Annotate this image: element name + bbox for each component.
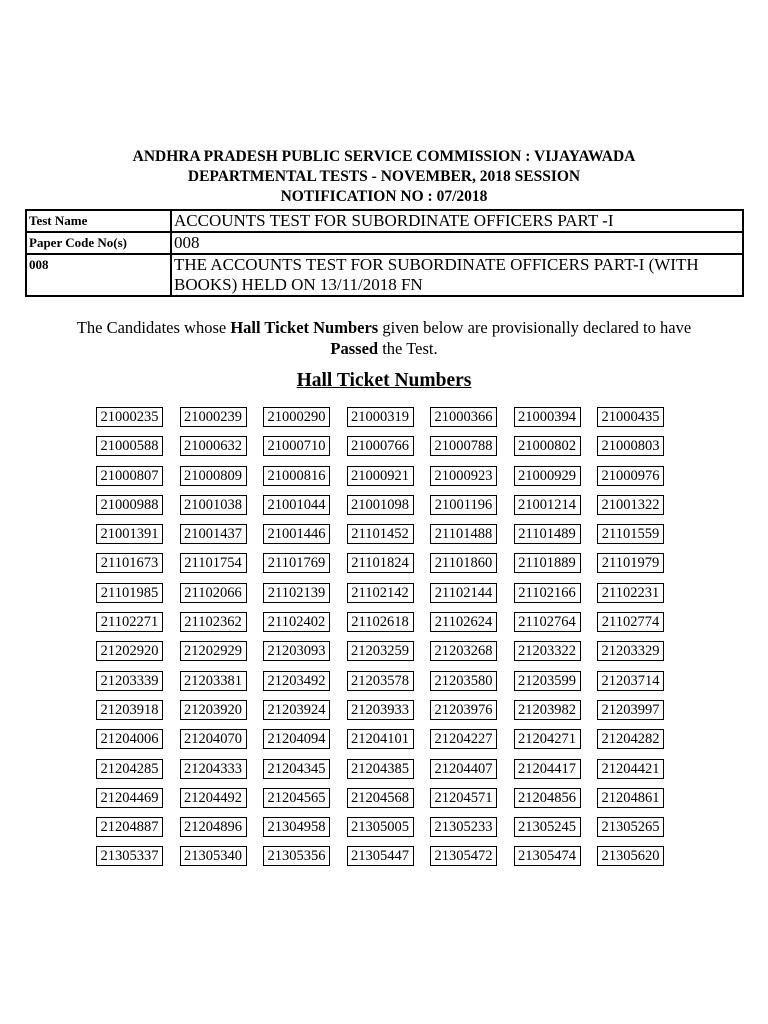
hall-ticket-number: 21204385 — [347, 759, 414, 779]
hall-ticket-number: 21102066 — [180, 583, 247, 603]
hall-ticket-number: 21102774 — [597, 612, 664, 632]
hall-ticket-number: 21000923 — [430, 466, 497, 486]
hall-ticket-number: 21203329 — [597, 641, 664, 661]
hall-ticket-number: 21204571 — [430, 788, 497, 808]
hall-ticket-number: 21000976 — [597, 466, 664, 486]
hall-ticket-heading: Hall Ticket Numbers — [296, 370, 472, 391]
hall-ticket-number: 21204568 — [347, 788, 414, 808]
hall-ticket-number: 21204285 — [96, 759, 163, 779]
hall-ticket-number: 21001044 — [263, 495, 330, 515]
hall-ticket-number: 21204094 — [263, 729, 330, 749]
hall-ticket-number: 21305474 — [514, 846, 581, 866]
hall-ticket-number: 21203381 — [180, 671, 247, 691]
hall-ticket-number: 21101769 — [263, 553, 330, 573]
hall-ticket-number: 21001322 — [597, 495, 664, 515]
hall-ticket-number: 21102144 — [430, 583, 497, 603]
hall-ticket-number: 21203920 — [180, 700, 247, 720]
hall-ticket-number: 21202920 — [96, 641, 163, 661]
test-name-row — [26, 210, 743, 232]
hall-ticket-number: 21001098 — [347, 495, 414, 515]
notice-text-1: The Candidates whose — [76, 318, 231, 337]
hall-ticket-number: 21203924 — [263, 700, 330, 720]
notification-number: NOTIFICATION NO : 07/2018 — [280, 188, 488, 205]
hall-ticket-number: 21203997 — [597, 700, 664, 720]
hall-ticket-number: 21203933 — [347, 700, 414, 720]
hall-ticket-number: 21204271 — [514, 729, 581, 749]
hall-ticket-number: 21305340 — [180, 846, 247, 866]
hall-ticket-number: 21204282 — [597, 729, 664, 749]
hall-ticket-number: 21000319 — [347, 407, 414, 427]
hall-ticket-number: 21203976 — [430, 700, 497, 720]
hall-ticket-number: 21000803 — [597, 436, 664, 456]
hall-ticket-number: 21305337 — [96, 846, 163, 866]
hall-ticket-number: 21305233 — [430, 817, 497, 837]
notice-text-3: the Test. — [378, 339, 438, 358]
hall-ticket-number: 21102271 — [96, 612, 163, 632]
hall-ticket-number: 21000988 — [96, 495, 163, 515]
hall-ticket-number: 21102624 — [430, 612, 497, 632]
hall-ticket-number: 21102362 — [180, 612, 247, 632]
paper-description: THE ACCOUNTS TEST FOR SUBORDINATE OFFICERS PART-I (WITH BOOKS) HELD ON 13/11/2018 FN — [171, 254, 743, 296]
hall-ticket-number: 21204887 — [96, 817, 163, 837]
notice-bold-hall-ticket: Hall Ticket Numbers — [230, 318, 379, 337]
hall-ticket-number: 21000809 — [180, 466, 247, 486]
paper-label: 008 — [26, 254, 171, 296]
hall-ticket-number: 21204417 — [514, 759, 581, 779]
notice-bold-passed: Passed — [330, 339, 379, 358]
hall-ticket-number: 21204227 — [430, 729, 497, 749]
hall-ticket-number: 21000366 — [430, 407, 497, 427]
hall-ticket-number: 21101754 — [180, 553, 247, 573]
hall-ticket-number: 21203259 — [347, 641, 414, 661]
hall-ticket-number: 21202929 — [180, 641, 247, 661]
hall-ticket-number: 21204101 — [347, 729, 414, 749]
hall-ticket-number: 21305356 — [263, 846, 330, 866]
hall-ticket-number: 21001214 — [514, 495, 581, 515]
hall-ticket-number: 21101673 — [96, 553, 163, 573]
hall-ticket-number: 21000394 — [514, 407, 581, 427]
hall-ticket-number: 21000710 — [263, 436, 330, 456]
test-info-table — [25, 209, 744, 297]
hall-ticket-number: 21102139 — [263, 583, 330, 603]
hall-ticket-number: 21101860 — [430, 553, 497, 573]
hall-ticket-number: 21101488 — [430, 524, 497, 544]
hall-ticket-number: 21001196 — [430, 495, 497, 515]
hall-ticket-number: 21102402 — [263, 612, 330, 632]
hall-ticket-number: 21000788 — [430, 436, 497, 456]
hall-ticket-number: 21000290 — [263, 407, 330, 427]
hall-ticket-number: 21000632 — [180, 436, 247, 456]
hall-ticket-number: 21000929 — [514, 466, 581, 486]
hall-ticket-number: 21000802 — [514, 436, 581, 456]
hall-ticket-number: 21203339 — [96, 671, 163, 691]
hall-ticket-number: 21203322 — [514, 641, 581, 661]
hall-ticket-number: 21000921 — [347, 466, 414, 486]
hall-ticket-number: 21305265 — [597, 817, 664, 837]
hall-ticket-number: 21102142 — [347, 583, 414, 603]
hall-ticket-number: 21305005 — [347, 817, 414, 837]
hall-ticket-number: 21000807 — [96, 466, 163, 486]
hall-ticket-number: 21204856 — [514, 788, 581, 808]
hall-ticket-number: 21204333 — [180, 759, 247, 779]
hall-ticket-number: 21304958 — [263, 817, 330, 837]
hall-ticket-number: 21000816 — [263, 466, 330, 486]
paper-row — [26, 254, 743, 296]
hall-ticket-number: 21203599 — [514, 671, 581, 691]
hall-ticket-number: 21101559 — [597, 524, 664, 544]
hall-ticket-number: 21305245 — [514, 817, 581, 837]
hall-ticket-number: 21204070 — [180, 729, 247, 749]
hall-ticket-number: 21001446 — [263, 524, 330, 544]
paper-code-row — [26, 232, 743, 254]
hall-ticket-number: 21102618 — [347, 612, 414, 632]
hall-ticket-number: 21204006 — [96, 729, 163, 749]
hall-ticket-number: 21102166 — [514, 583, 581, 603]
hall-ticket-number: 21000235 — [96, 407, 163, 427]
document-header — [0, 147, 768, 207]
paper-code-value: 008 — [171, 232, 743, 254]
hall-ticket-number: 21204896 — [180, 817, 247, 837]
hall-ticket-number: 21204565 — [263, 788, 330, 808]
hall-ticket-number: 21203580 — [430, 671, 497, 691]
hall-ticket-number: 21000766 — [347, 436, 414, 456]
hall-ticket-number: 21101985 — [96, 583, 163, 603]
hall-ticket-number: 21305472 — [430, 846, 497, 866]
hall-ticket-number: 21204861 — [597, 788, 664, 808]
hall-ticket-number: 21000239 — [180, 407, 247, 427]
session-title: DEPARTMENTAL TESTS - NOVEMBER, 2018 SESSION — [187, 168, 581, 185]
hall-ticket-number: 21000435 — [597, 407, 664, 427]
notice-text-2: given below are provisionally declared to have — [378, 318, 692, 337]
hall-ticket-number: 21204469 — [96, 788, 163, 808]
hall-ticket-number: 21203918 — [96, 700, 163, 720]
hall-ticket-number: 21203268 — [430, 641, 497, 661]
hall-ticket-number: 21000588 — [96, 436, 163, 456]
paper-code-label: Paper Code No(s) — [26, 232, 171, 254]
commission-title: ANDHRA PRADESH PUBLIC SERVICE COMMISSION : VIJAYAWADA — [132, 148, 636, 165]
test-name-label: Test Name — [26, 210, 171, 232]
hall-ticket-grid — [96, 407, 676, 866]
hall-ticket-number: 21204407 — [430, 759, 497, 779]
hall-ticket-number: 21001038 — [180, 495, 247, 515]
hall-ticket-number: 21102764 — [514, 612, 581, 632]
result-notice — [0, 317, 768, 359]
hall-ticket-number: 21001391 — [96, 524, 163, 544]
hall-ticket-number: 21101452 — [347, 524, 414, 544]
hall-ticket-number: 21305620 — [597, 846, 664, 866]
hall-ticket-number: 21101889 — [514, 553, 581, 573]
hall-ticket-number: 21203714 — [597, 671, 664, 691]
hall-ticket-number: 21102231 — [597, 583, 664, 603]
hall-ticket-number: 21305447 — [347, 846, 414, 866]
hall-ticket-number: 21204345 — [263, 759, 330, 779]
hall-ticket-number: 21001437 — [180, 524, 247, 544]
hall-ticket-number: 21204492 — [180, 788, 247, 808]
hall-ticket-number: 21101489 — [514, 524, 581, 544]
hall-ticket-number: 21101824 — [347, 553, 414, 573]
hall-ticket-number: 21203982 — [514, 700, 581, 720]
test-name-value: ACCOUNTS TEST FOR SUBORDINATE OFFICERS PART -I — [171, 210, 743, 232]
hall-ticket-number: 21203578 — [347, 671, 414, 691]
hall-ticket-number: 21203093 — [263, 641, 330, 661]
hall-ticket-number: 21101979 — [597, 553, 664, 573]
hall-ticket-number: 21203492 — [263, 671, 330, 691]
hall-ticket-number: 21204421 — [597, 759, 664, 779]
